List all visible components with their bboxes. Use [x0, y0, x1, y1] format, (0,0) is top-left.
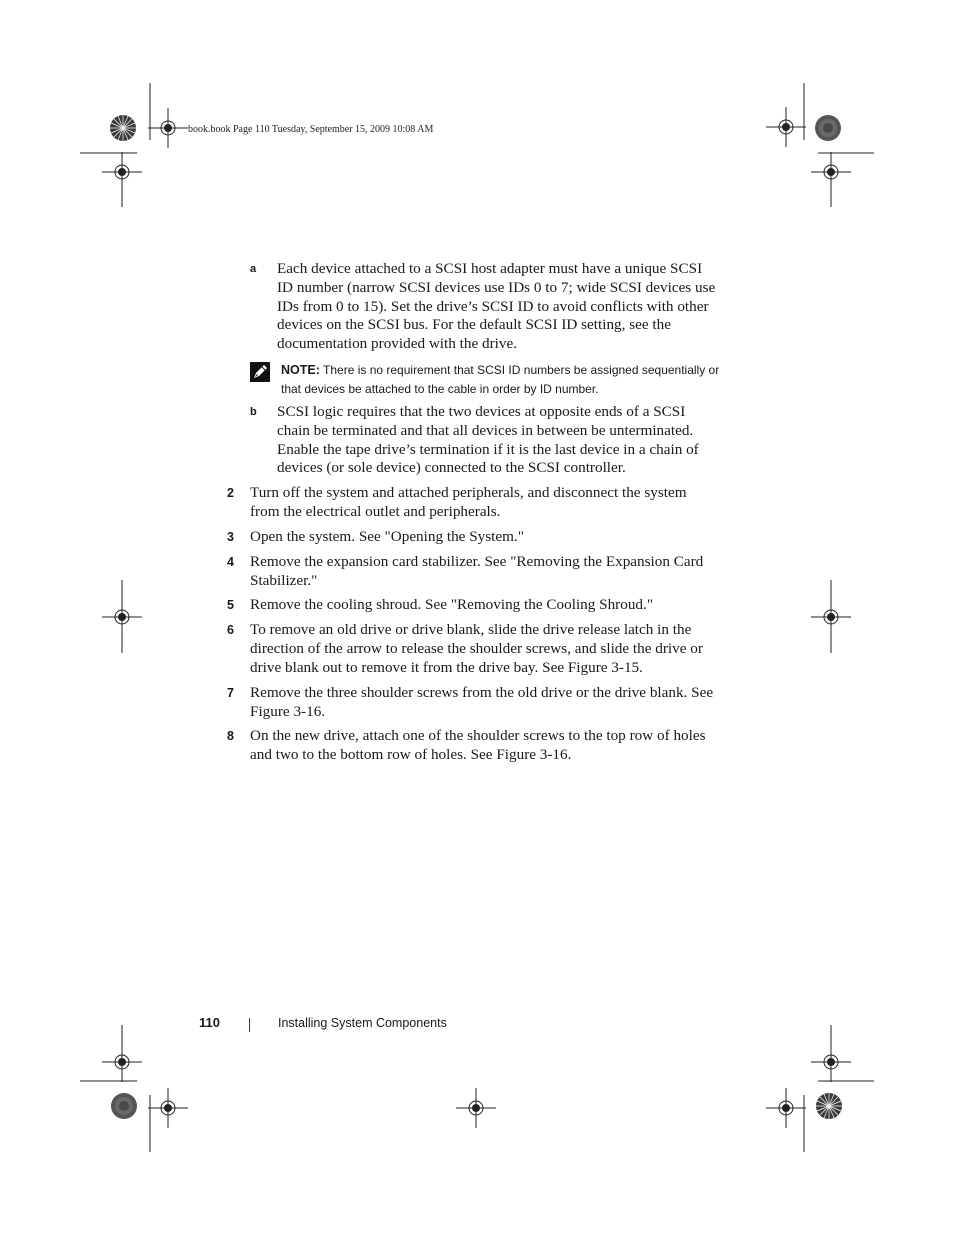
step-marker: a	[250, 263, 257, 275]
step-2-text: Turn off the system and attached peripherals, and disconnect the system from the electrical outlet and peripherals.	[250, 484, 687, 520]
step-4-text: Remove the expansion card stabilizer. See "Removing the Expansion Card Stabilizer."	[250, 553, 704, 589]
step-b-text: SCSI logic requires that the two devices at opposite ends of a SCSI chain be terminated and that all devices in between be unterminated. Enable the tape drive’s termination if it is the last device in a chain of devices (or sole device) connected to the SCSI controller.	[277, 403, 699, 477]
print-slug: book.book Page 110 Tuesday, September 15, 2009 10:08 AM	[188, 124, 434, 135]
crop-lines	[80, 83, 874, 1152]
crosshair-registration-icon	[811, 597, 851, 637]
step-3-text: Open the system. See "Opening the System."	[250, 528, 524, 545]
footer-divider	[249, 1018, 250, 1032]
note-label: NOTE:	[281, 363, 320, 377]
step-8-text: On the new drive, attach one of the shoulder screws to the top row of holes and two to the bottom row of holes. See Figure 3-16.	[250, 727, 706, 763]
step-marker: 4	[227, 555, 234, 569]
step-marker: 8	[227, 729, 234, 743]
step-marker: b	[250, 406, 257, 418]
radial-starburst-icon	[110, 115, 136, 141]
crosshair-registration-icon	[456, 1088, 496, 1128]
running-footer-title: Installing System Components	[278, 1016, 447, 1030]
crosshair-registration-icon	[148, 1088, 188, 1128]
radial-starburst-icon	[111, 1093, 137, 1119]
crosshair-registration-icon	[811, 152, 851, 192]
radial-starburst-icon	[816, 1093, 842, 1119]
crosshair-registration-icon	[102, 1042, 142, 1082]
step-5-text: Remove the cooling shroud. See "Removing the Cooling Shroud."	[250, 596, 654, 613]
crosshair-registration-icon	[102, 152, 142, 192]
pencil-note-icon	[250, 362, 270, 382]
step-marker: 5	[227, 598, 234, 612]
step-6-text: To remove an old drive or drive blank, slide the drive release latch in the direction of the arrow to release the shoulder screws, and slide the drive or drive blank out to remove it from the drive bay. See Figure 3-15.	[250, 621, 703, 676]
radial-starburst-icon	[815, 115, 841, 141]
note-block	[281, 361, 721, 398]
step-marker: 7	[227, 686, 234, 700]
note-text: There is no requirement that SCSI ID numbers be assigned sequentially or that devices be attached to the cable in order by ID number.	[281, 363, 720, 396]
crosshair-registration-icon	[766, 107, 806, 147]
step-marker: 3	[227, 530, 234, 544]
crosshair-registration-icon	[102, 597, 142, 637]
step-7-text: Remove the three shoulder screws from the old drive or the drive blank. See Figure 3-16.	[250, 684, 714, 720]
crosshair-registration-icon	[148, 108, 188, 148]
step-a-text: Each device attached to a SCSI host adapter must have a unique SCSI ID number (narrow SCSI devices use IDs 0 to 7; wide SCSI devices use IDs from 0 to 15). Set the drive’s SCSI ID to avoid conflicts with other devices on the SCSI bus. For the default SCSI ID setting, see the documentation provided with the drive.	[277, 260, 716, 353]
step-marker: 6	[227, 623, 234, 637]
crosshair-registration-icon	[811, 1042, 851, 1082]
step-marker: 2	[227, 486, 234, 500]
crosshair-registration-icon	[766, 1088, 806, 1128]
page-number: 110	[199, 1015, 220, 1030]
